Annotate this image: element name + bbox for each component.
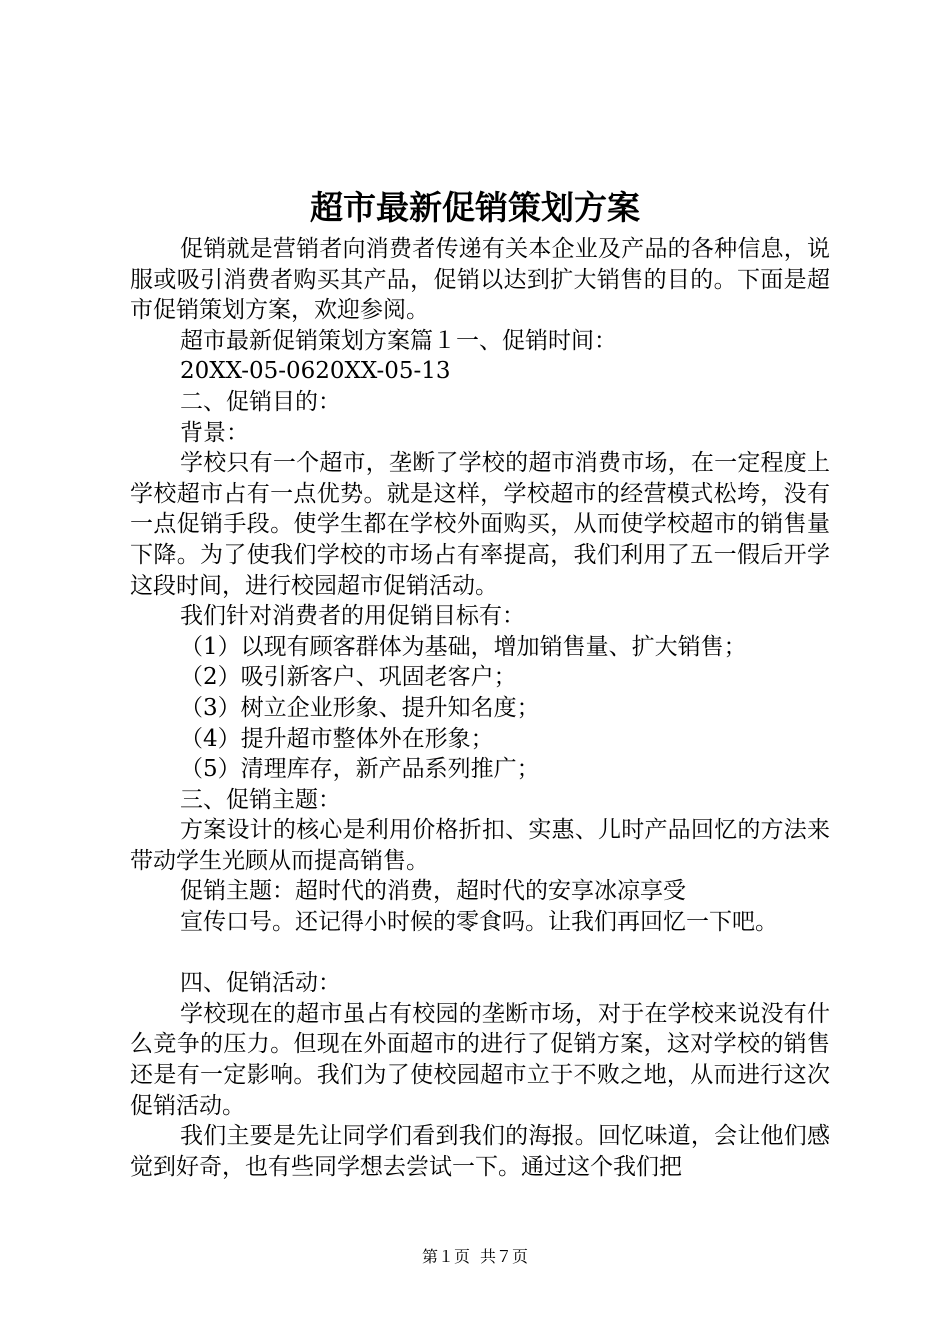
paragraph-slogan: 宣传口号。还记得小时候的零食吗。让我们再回忆一下吧。	[180, 909, 778, 936]
page-number: 第１页	[421, 1249, 470, 1266]
paragraph-activity-poster: 我们主要是先让同学们看到我们的海报。回忆味道，会让他们感觉到好奇，也有些同学想去尝试一下。通过这个我们把	[130, 1123, 830, 1180]
list-item-goal-5: （5）清理库存，新产品系列推广；	[180, 756, 540, 783]
heading-promotion-theme: 三、促销主题：	[180, 786, 341, 813]
document-title: 超市最新促销策划方案	[310, 188, 640, 227]
list-item-goal-4: （4）提升超市整体外在形象；	[180, 725, 494, 752]
heading-background: 背景：	[180, 419, 249, 446]
paragraph-theme: 促销主题：超时代的消费，超时代的安享冰凉享受	[180, 878, 686, 905]
heading-promotion-goal: 二、促销目的：	[180, 388, 341, 415]
heading-promotion-activity: 四、促销活动：	[180, 970, 341, 997]
page-total: 共７页	[480, 1249, 529, 1266]
list-item-goal-1: （1）以现有顾客群体为基础，增加销售量、扩大销售；	[180, 633, 747, 660]
paragraph-intro: 促销就是营销者向消费者传递有关本企业及产品的各种信息，说服或吸引消费者购买其产品，促销以达到扩大销售的目的。下面是超市促销策划方案，欢迎参阅。	[130, 236, 830, 324]
paragraph-background: 学校只有一个超市，垄断了学校的超市消费市场，在一定程度上学校超市占有一点优势。就是这样，学校超市的经营模式松垮，没有一点促销手段。使学生都在学校外面购买，从而使学校超市的销售量下降。为了使我们学校的市场占有率提高，我们利用了五一假后开学这段时间，进行校园超市促销活动。	[130, 450, 830, 599]
paragraph-section-1-time: 超市最新促销策划方案篇１一、促销时间：	[180, 327, 617, 354]
paragraph-theme-core: 方案设计的核心是利用价格折扣、实惠、儿时产品回忆的方法来带动学生光顾从而提高销售。	[130, 817, 830, 874]
paragraph-activity-context: 学校现在的超市虽占有校园的垄断市场，对于在学校来说没有什么竞争的压力。但现在外面超市的进行了促销方案，这对学校的销售还是有一定影响。我们为了使校园超市立于不败之地，从而进行这次促销活动。	[130, 1000, 830, 1119]
list-item-goal-3: （3）树立企业形象、提升知名度；	[180, 694, 540, 721]
paragraph-date-range: 20XX-05-0620XX-05-13	[180, 358, 451, 385]
list-item-goal-2: （2）吸引新客户、巩固老客户；	[180, 664, 517, 691]
paragraph-goals-intro: 我们针对消费者的用促销目标有：	[180, 603, 525, 630]
blank-line	[130, 938, 830, 969]
page-footer	[0, 1244, 950, 1267]
document-body	[130, 234, 830, 1182]
